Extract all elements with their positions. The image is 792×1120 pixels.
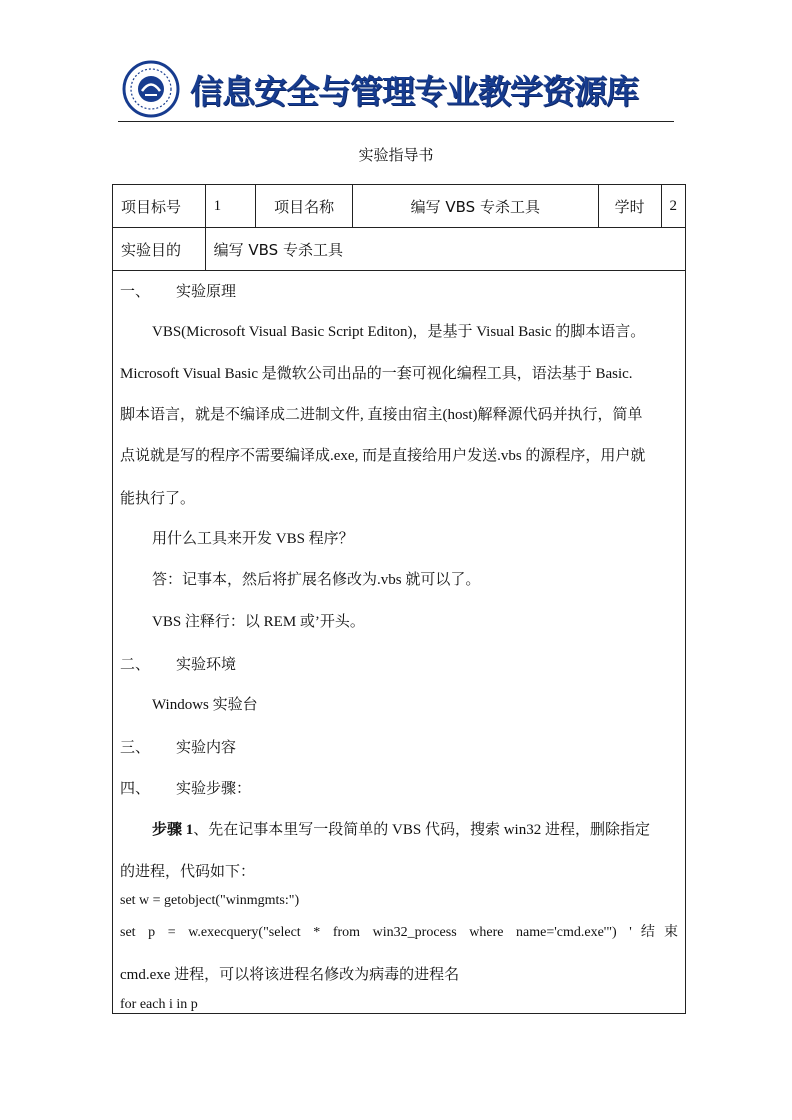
document-title: 实验指导书: [358, 146, 434, 164]
project-name-value: 编写 VBS 专杀工具: [352, 185, 598, 228]
step-1-line: [152, 820, 678, 840]
section-number: 三、: [120, 738, 151, 756]
project-name-label: 项目名称: [256, 185, 353, 228]
answer-line: 答：记事本，然后将扩展名修改为.vbs 就可以了。: [152, 572, 481, 588]
project-no-value: 1: [205, 185, 256, 228]
table-row: [113, 185, 686, 228]
paragraph-line: VBS(Microsoft Visual Basic Script Editon)，是基于 Visual Basic 的脚本语言。: [152, 324, 646, 340]
content-box: [112, 268, 686, 1014]
paragraph-line: 点说就是写的程序不需要编译成.exe, 而是直接给用户发送.vbs 的源程序，用户就: [120, 448, 646, 464]
section-heading-1: [120, 281, 678, 302]
step-text: 、先在记事本里写一段简单的 VBS 代码，搜索 win32 进程，删除指定: [193, 822, 650, 838]
section-heading-4: [120, 778, 678, 799]
note-line: VBS 注释行：以 REM 或’开头。: [152, 614, 365, 630]
project-info-table: [112, 184, 686, 271]
step-label: 步骤 1: [152, 822, 194, 838]
paragraph-line: Microsoft Visual Basic 是微软公司出品的一套可视化编程工具，语法基于 Basic.: [120, 366, 633, 382]
section-title: 实验步骤：: [176, 779, 252, 797]
section-heading-2: [120, 654, 678, 675]
code-line: set w = getobject("winmgmts:"): [120, 893, 300, 908]
paragraph-line: 脚本语言，就是不编译成二进制文件, 直接由宿主(host)解释源代码并执行，简单: [120, 407, 643, 423]
section-heading-3: [120, 737, 678, 758]
header-divider: [118, 121, 674, 122]
seal-logo-icon: [122, 60, 180, 118]
section-title: 实验原理: [176, 282, 237, 300]
code-line: for each i in p: [120, 997, 198, 1012]
section-number: 一、: [120, 282, 151, 300]
section-title: 实验环境: [176, 655, 237, 673]
step-1-continuation: 的进程，代码如下：: [120, 862, 256, 880]
code-comment-continuation: cmd.exe 进程，可以将该进程名修改为病毒的进程名: [120, 967, 460, 983]
section-number: 四、: [120, 779, 151, 797]
hours-label: 学时: [598, 185, 661, 228]
hours-value: 2: [661, 185, 686, 228]
section-title: 实验内容: [176, 738, 237, 756]
purpose-value: 编写 VBS 专杀工具: [205, 228, 685, 271]
brand-title: 信息安全与管理专业教学资源库: [190, 72, 638, 111]
purpose-label: 实验目的: [113, 228, 206, 271]
question-line: 用什么工具来开发 VBS 程序？: [152, 531, 354, 547]
section-number: 二、: [120, 655, 151, 673]
paragraph-line: 能执行了。: [120, 489, 196, 507]
environment-line: Windows 实验台: [152, 697, 258, 713]
code-line: set p = w.execquery("select * from win32_process where name='cmd.exe'") '结束: [120, 925, 678, 940]
table-row: [113, 228, 686, 271]
project-no-label: 项目标号: [113, 185, 206, 228]
page-header: [118, 60, 674, 122]
